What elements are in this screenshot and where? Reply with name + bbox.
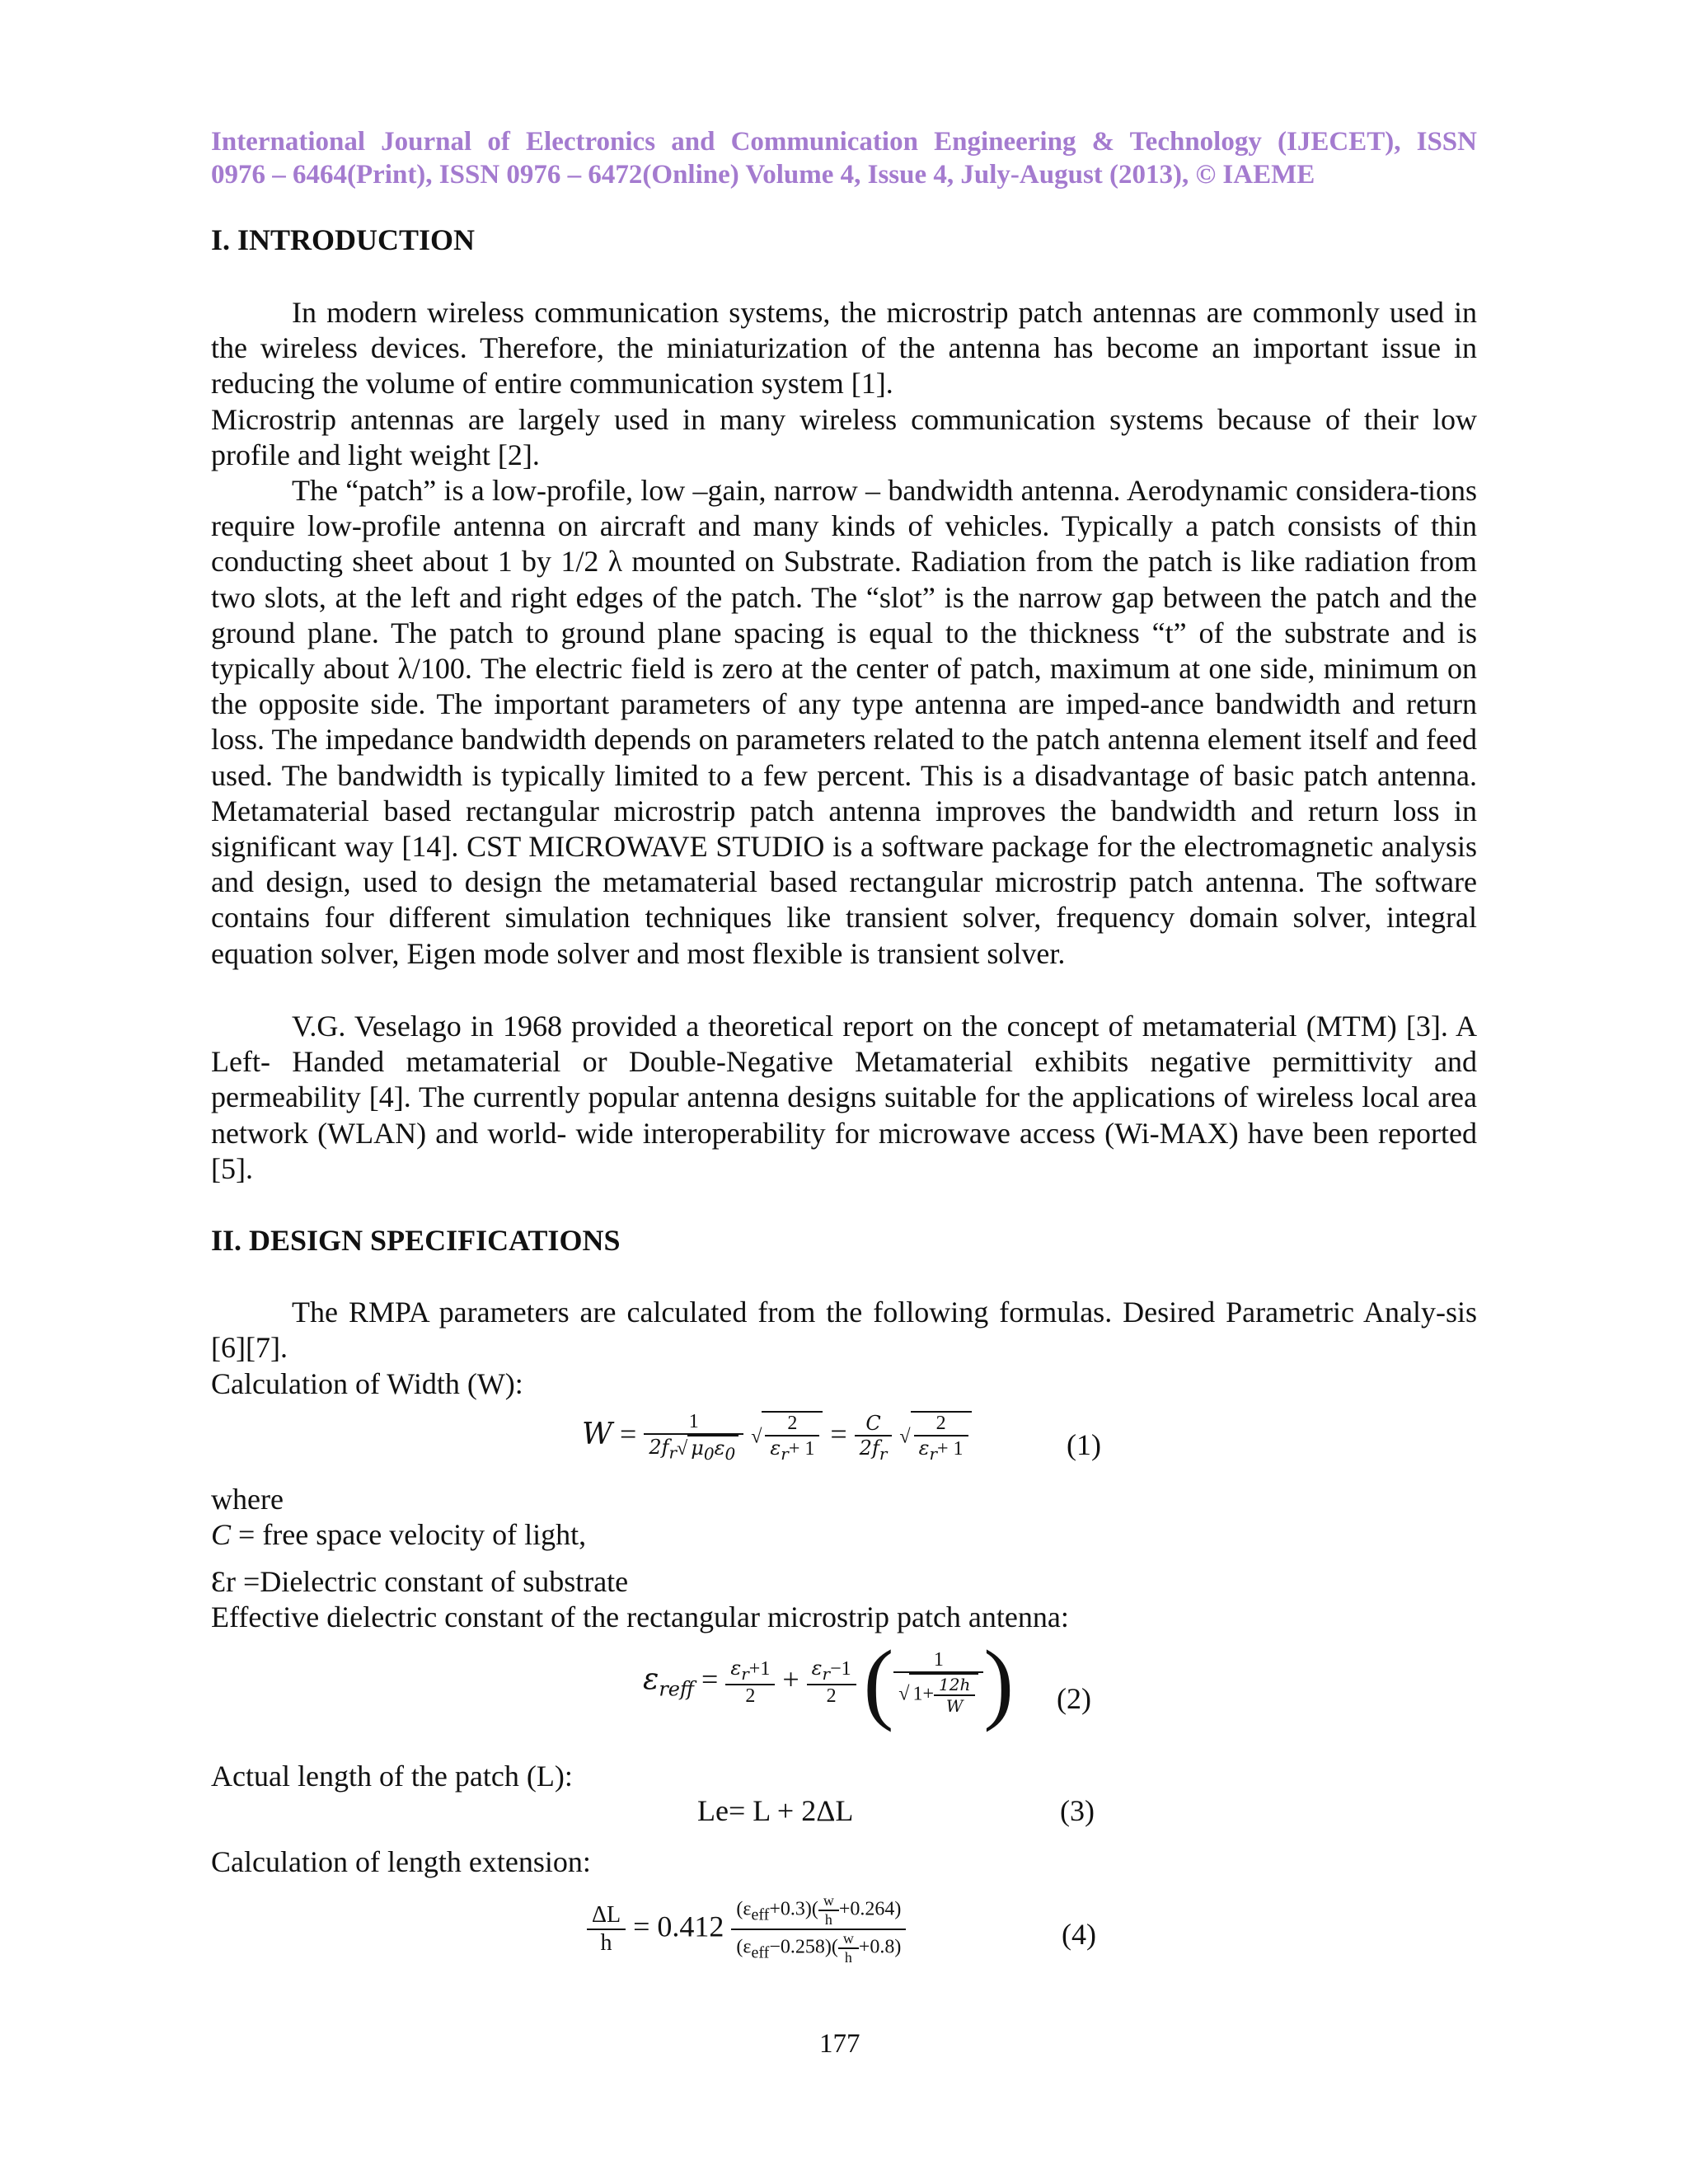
equation-2-number: (2)	[1057, 1682, 1091, 1715]
equation-3-number: (3)	[1060, 1794, 1095, 1827]
eq4-fraction: $(\varepsilon_{eff}+0.3)$( $\frac{w}{h}$ +0.264) $(\varepsilon_{eff}-0.258)$( $\frac{w}{h}$ +0.8)	[731, 1892, 906, 1966]
eq2-term-1: $\frac{\varepsilon_r+1}{2}$	[725, 1657, 775, 1708]
eq1-fraction-1: $\frac{1}{2f_r√ \mu_0\varepsilon_0}$	[644, 1411, 743, 1464]
equation-1-number: (1)	[1067, 1428, 1101, 1461]
left-paren: (	[863, 1632, 894, 1732]
eq2-term-3: 1 √ 1+ $\frac{12h}{W}$	[893, 1649, 983, 1716]
effective-dielectric-label: Effective dielectric constant of the rectangular microstrip patch antenna:	[211, 1601, 1069, 1633]
eq1-equals: =	[620, 1418, 637, 1451]
eq1-sqrt-1: √ $\frac{2}{\varepsilon_r+ 1}$	[751, 1411, 823, 1464]
eq1-fraction-2: $\frac{C}{2f_r}$	[855, 1412, 893, 1464]
c-definition: C = free space velocity of light,	[211, 1518, 587, 1551]
eq1-sqrt-2: √ $\frac{2}{\varepsilon_r+ 1}$	[899, 1411, 971, 1464]
equation-4: $\frac{\Delta L}{h}$ = 0.412 $(\varepsilon_{eff}+0.3)$( $\frac{w}{h}$ +0.264) $(\varepsilon_{eff}-0.258)$( $\frac{w}{h}$ +0.8)	[587, 1892, 906, 1966]
right-paren: )	[983, 1632, 1014, 1732]
section-heading-design-specifications: II. DESIGN SPECIFICATIONS	[211, 1224, 621, 1257]
section-heading-introduction: I. INTRODUCTION	[211, 223, 476, 256]
intro-paragraph-1: In modern wireless communication systems, the microstrip patch antennas are commonly used in the wireless devices. Therefore, the miniaturization of the antenna has become an important issue in reducing the volume of entire communication system [1].	[211, 296, 1477, 401]
where-label: where	[211, 1483, 284, 1516]
length-extension-label: Calculation of length extension:	[211, 1845, 591, 1878]
eq4-lhs: $\frac{\Delta L}{h}$	[587, 1902, 626, 1957]
intro-paragraph-3: The “patch” is a low-profile, low –gain, narrow – bandwidth antenna. Aerodynamic considera-tions require low-profile antenna on aircraft and many kinds of vehicles. Typically a patch consists of thin conducting sheet about 1 by 1/2 λ mounted on Substrate. Radiation from the patch is like radiation from two slots, at the left and right edges of the patch. The “slot” is the narrow gap between the patch and the ground plane. The patch to ground plane spacing is equal to the thickness “t” of the substrate and is typically about λ/100. The electric field is zero at the center of patch, maximum at one side, minimum on the opposite side. The important parameters of any type antenna are imped-ance bandwidth and return loss. The impedance bandwidth depends on parameters related to the patch antenna element itself and feed used. The bandwidth is typically limited to a few percent. This is a disadvantage of basic patch antenna. Metamaterial based rectangular microstrip patch antenna improves the bandwidth and return loss in significant way [14]. CST MICROWAVE STUDIO is a software package for the electromagnetic analysis and design, used to design the metamaterial based rectangular microstrip patch antenna. The software contains four different simulation techniques like transient solver, frequency domain solver, integral equation solver, Eigen mode solver and most flexible is transient solver.	[211, 474, 1477, 970]
intro-paragraph-2: Microstrip antennas are largely used in many wireless communication systems because of their low profile and light weight [2].	[211, 403, 1477, 472]
equation-1	[582, 1411, 972, 1464]
intro-paragraph-4: V.G. Veselago in 1968 provided a theoretical report on the concept of metamaterial (MTM) [3]. A Left- Handed metamaterial or Double-Negative Metamaterial exhibits negative permittivity and permeability [4]. The currently popular antenna designs suitable for the applications of wireless local area network (WLAN) and world- wide interoperability for microwave access (Wi-MAX) have been reported [5].	[211, 1010, 1477, 1185]
eq1-w: W	[582, 1418, 613, 1452]
eq2-term-2: $\frac{\varepsilon_r-1}{2}$	[807, 1657, 856, 1708]
eq1-equals-2: =	[830, 1418, 847, 1451]
er-definition: Ɛr =Dielectric constant of substrate	[211, 1565, 629, 1598]
actual-length-label: Actual length of the patch (L):	[211, 1760, 573, 1793]
width-label: Calculation of Width (W):	[211, 1367, 523, 1400]
journal-header	[211, 125, 1477, 191]
equation-4-number: (4)	[1062, 1918, 1096, 1951]
sqrt-symbol: √ $\mu_0\varepsilon_0$	[677, 1435, 738, 1464]
header-line-2: 0976 – 6464(Print), ISSN 0976 – 6472(Online) Volume 4, Issue 4, July-August (2013), © IAEME	[211, 160, 1315, 190]
header-line-1: International Journal of Electronics and Communication Engineering & Technology (IJECET), ISSN	[211, 127, 1477, 157]
design-paragraph-1: The RMPA parameters are calculated from the following formulas. Desired Parametric Analy-sis [6][7].	[211, 1296, 1477, 1365]
equation-3: Le= L + 2ΔL	[697, 1794, 854, 1827]
page-number: 177	[819, 2029, 860, 2059]
eq2-lhs: ε	[643, 1662, 659, 1697]
equation-2: $\varepsilon_{reff}$ = $\frac{\varepsilon_r+1}{2}$ + $\frac{\varepsilon_r-1}{2}$ ( 1 √ 1+ $\frac{12h}{W}$ )	[643, 1632, 1014, 1732]
